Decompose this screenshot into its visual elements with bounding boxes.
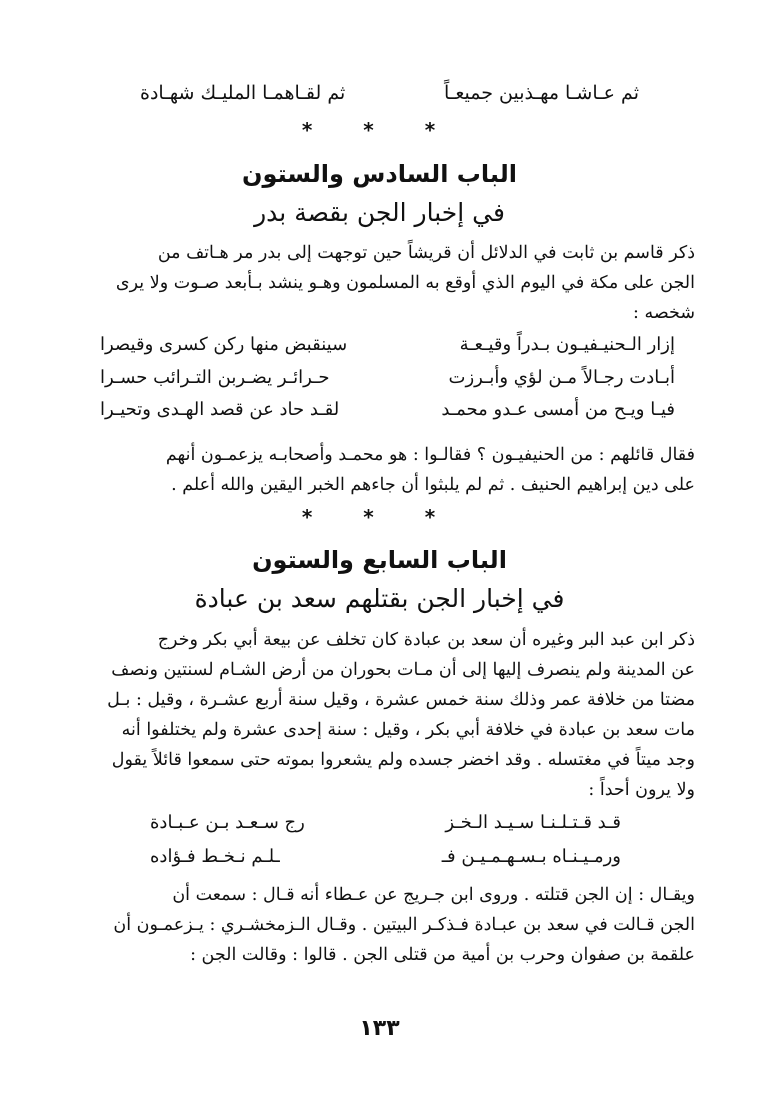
text-line: ذكر قاسم بن ثابت في الدلائل أن قريشاً حين توجهت إلى بدر مر هـاتف من xyxy=(157,243,695,263)
text-line: وجد ميتاً في مغتسله . وقد اخضر جسده ولم يشعروا بموته حتى سمعوا قائلاً يقول xyxy=(111,750,695,770)
text-line: ذكر ابن عبد البر وغيره أن سعد بن عبادة كان تخلف عن بيعة أبي بكر وخرج xyxy=(157,630,695,650)
poem-verse xyxy=(100,367,675,397)
chapter-title-67: الباب السابع والستون xyxy=(252,546,507,574)
chapter-subtitle-66: في إخبار الجن بقصة بدر xyxy=(254,198,505,227)
top-verse xyxy=(140,82,639,112)
verse-hemistich-first: ثم عـاشـا مهـذبين جميعـاً xyxy=(444,82,639,104)
text-line: علقمة بن صفوان وحرب بن أمية من قتلى الجن . قالوا : وقالت الجن : xyxy=(190,945,695,965)
poem-verse xyxy=(150,812,621,842)
chapter66-paragraph-2 xyxy=(64,440,695,500)
verse-hemistich-second: ثم لقـاهمـا المليـك شهـادة xyxy=(140,82,346,104)
poem-verse xyxy=(100,399,675,429)
poem-verse xyxy=(100,334,675,364)
verse-hemistich-first: إزار الـحنيـفيـون بـدراً وقيـعـة xyxy=(459,334,675,355)
text-line: مضتا من خلافة عمر وذلك سنة خمس عشرة ، وقيل سنة أربع عشـرة ، وقيل : بـل xyxy=(107,690,695,710)
text-line: الجن على مكة في اليوم الذي أوقع به المسلمون وهـو ينشد بـأبعد صـوت ولا يرى xyxy=(115,273,695,293)
text-line: مات سعد بن عبادة في خلافة أبي بكر ، وقيل : سنة إحدى عشرة ولم يختلفوا أنه xyxy=(121,720,695,740)
text-line: عن المدينة ولم ينصرف إليها إلى أن مـات بحوران من أرض الشـام لسنتين ونصف xyxy=(111,660,695,680)
text-line: ولا يرون أحداً : xyxy=(588,780,695,800)
chapter-subtitle-67: في إخبار الجن بقتلهم سعد بن عبادة xyxy=(194,584,565,613)
chapter-title-66: الباب السادس والستون xyxy=(242,160,517,188)
verse-hemistich-second: ـلـم نـخـط فـؤاده xyxy=(150,846,280,867)
page-number: ١٣٣ xyxy=(359,1016,400,1041)
text-line: فقال قائلهم : من الحنيفيـون ؟ فقالـوا : هو محمـد وأصحابـه يزعمـون أنهم xyxy=(165,445,695,465)
verse-hemistich-second: سينقبض منها ركن كسرى وقيصرا xyxy=(100,334,348,355)
poem-verse xyxy=(150,846,621,876)
verse-hemistich-first: أبـادت رجـالاً مـن لؤي وأبـرزت xyxy=(448,367,675,388)
verse-hemistich-first: قـد قـتـلـنـا سـيـد الـخـز xyxy=(445,812,621,833)
verse-hemistich-second: لقـد حاد عن قصد الهـدى وتحيـرا xyxy=(100,399,340,420)
verse-hemistich-second: حـرائـر يضـربن التـرائب حسـرا xyxy=(100,367,330,388)
text-line: ويقـال : إن الجن قتلته . وروى ابن جـريج عن عـطاء أنه قـال : سمعت أن xyxy=(172,885,695,905)
chapter67-paragraph-1 xyxy=(64,625,695,805)
verse-hemistich-first: فيـا ويـح من أمسى عـدو محمـد xyxy=(441,399,675,420)
separator-stars: * * * xyxy=(301,505,458,529)
text-line: شخصه : xyxy=(633,303,695,323)
chapter66-paragraph-1 xyxy=(64,238,695,328)
verse-hemistich-second: رج سـعـد بـن عـبـادة xyxy=(150,812,305,833)
text-line: على دين إبراهيم الحنيف . ثم لم يلبثوا أن جاءهم الخبر اليقين والله أعلم . xyxy=(171,475,695,495)
separator-stars: * * * xyxy=(301,118,458,142)
chapter67-paragraph-2 xyxy=(64,880,695,970)
verse-hemistich-first: ورمـيـنـاه بـسـهـمـيـن فـ xyxy=(441,846,621,867)
text-line: الجن قـالت في سعد بن عبـادة فـذكـر البيتين . وقـال الـزمخشـري : يـزعمـون أن xyxy=(113,915,695,935)
